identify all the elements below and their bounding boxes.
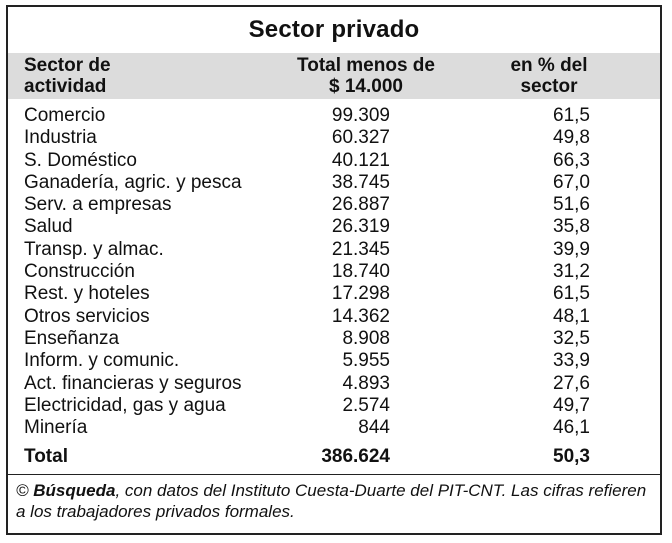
cell-total: 99.309 bbox=[331, 105, 390, 126]
cell-sector: Enseñanza bbox=[24, 327, 120, 349]
source-brand: Búsqueda bbox=[33, 481, 116, 501]
table-row bbox=[8, 283, 660, 305]
cell-percent: 48,1 bbox=[553, 305, 590, 327]
cell-sector: S. Doméstico bbox=[24, 149, 137, 171]
cell-sector: Ganadería, agric. y pesca bbox=[24, 171, 242, 193]
cell-sector: Minería bbox=[24, 417, 88, 439]
total-percent: 50,3 bbox=[553, 446, 590, 468]
total-label: Total bbox=[24, 446, 68, 468]
table-header bbox=[8, 53, 660, 99]
cell-percent: 49,8 bbox=[553, 127, 590, 149]
cell-sector: Salud bbox=[24, 216, 73, 238]
source-note bbox=[8, 475, 660, 522]
table-row bbox=[8, 216, 660, 238]
cell-percent: 49,7 bbox=[553, 394, 590, 416]
cell-sector: Comercio bbox=[24, 105, 106, 126]
cell-percent: 61,5 bbox=[553, 105, 590, 126]
header-total bbox=[276, 55, 456, 97]
cell-percent: 32,5 bbox=[553, 327, 590, 349]
cell-sector: Act. financieras y seguros bbox=[24, 372, 242, 394]
header-total-line2: $ 14.000 bbox=[329, 76, 403, 97]
cell-sector: Serv. a empresas bbox=[24, 194, 172, 216]
cell-total: 60.327 bbox=[331, 127, 390, 149]
cell-total: 14.362 bbox=[331, 305, 390, 327]
cell-percent: 39,9 bbox=[553, 238, 590, 260]
table-frame bbox=[6, 5, 662, 535]
table-row bbox=[8, 127, 660, 149]
cell-sector: Industria bbox=[24, 127, 97, 149]
copyright-symbol: © bbox=[16, 481, 29, 501]
cell-total: 26.319 bbox=[331, 216, 390, 238]
cell-percent: 51,6 bbox=[553, 194, 590, 216]
header-percent bbox=[474, 55, 624, 97]
table-row bbox=[8, 150, 660, 172]
cell-total: 21.345 bbox=[331, 238, 390, 260]
cell-percent: 27,6 bbox=[553, 372, 590, 394]
cell-sector: Rest. y hoteles bbox=[24, 283, 150, 305]
cell-total: 2.574 bbox=[342, 394, 390, 416]
cell-percent: 31,2 bbox=[553, 261, 590, 283]
cell-percent: 61,5 bbox=[553, 283, 590, 305]
cell-percent: 46,1 bbox=[553, 417, 590, 439]
cell-total: 844 bbox=[358, 417, 390, 439]
table-row bbox=[8, 105, 660, 127]
cell-total: 38.745 bbox=[331, 171, 390, 193]
cell-total: 5.955 bbox=[342, 350, 390, 372]
table-body bbox=[8, 105, 660, 439]
total-row bbox=[8, 443, 660, 471]
header-total-line1: Total menos de bbox=[297, 55, 435, 76]
table-row bbox=[8, 417, 660, 439]
table-row bbox=[8, 239, 660, 261]
cell-total: 8.908 bbox=[342, 327, 390, 349]
header-sector bbox=[24, 55, 254, 97]
cell-sector: Electricidad, gas y agua bbox=[24, 394, 226, 416]
table-row bbox=[8, 350, 660, 372]
cell-percent: 66,3 bbox=[553, 149, 590, 171]
cell-sector: Transp. y almac. bbox=[24, 238, 164, 260]
header-percent-line2: sector bbox=[520, 76, 578, 97]
header-percent-line1: en % del bbox=[510, 55, 588, 76]
cell-percent: 35,8 bbox=[553, 216, 590, 238]
cell-total: 26.887 bbox=[331, 194, 390, 216]
cell-total: 40.121 bbox=[331, 149, 390, 171]
cell-total: 4.893 bbox=[342, 372, 390, 394]
table-row bbox=[8, 328, 660, 350]
table-row bbox=[8, 172, 660, 194]
table-row bbox=[8, 373, 660, 395]
table-row bbox=[8, 395, 660, 417]
total-value: 386.624 bbox=[321, 446, 390, 468]
cell-sector: Construcción bbox=[24, 261, 135, 283]
cell-percent: 67,0 bbox=[553, 171, 590, 193]
cell-total: 18.740 bbox=[331, 261, 390, 283]
cell-percent: 33,9 bbox=[553, 350, 590, 372]
source-text: , con datos del Instituto Cuesta-Duarte del PIT-CNT. Las cifras refieren a los trabajadores privados formales. bbox=[16, 481, 647, 522]
cell-sector: Otros servicios bbox=[24, 305, 150, 327]
table-row bbox=[8, 194, 660, 216]
header-sector-line1: Sector de bbox=[24, 55, 111, 76]
table-row bbox=[8, 306, 660, 328]
table-row bbox=[8, 261, 660, 283]
cell-sector: Inform. y comunic. bbox=[24, 350, 180, 372]
cell-total: 17.298 bbox=[331, 283, 390, 305]
header-sector-line2: actividad bbox=[24, 76, 107, 97]
table-title: Sector privado bbox=[248, 16, 420, 43]
